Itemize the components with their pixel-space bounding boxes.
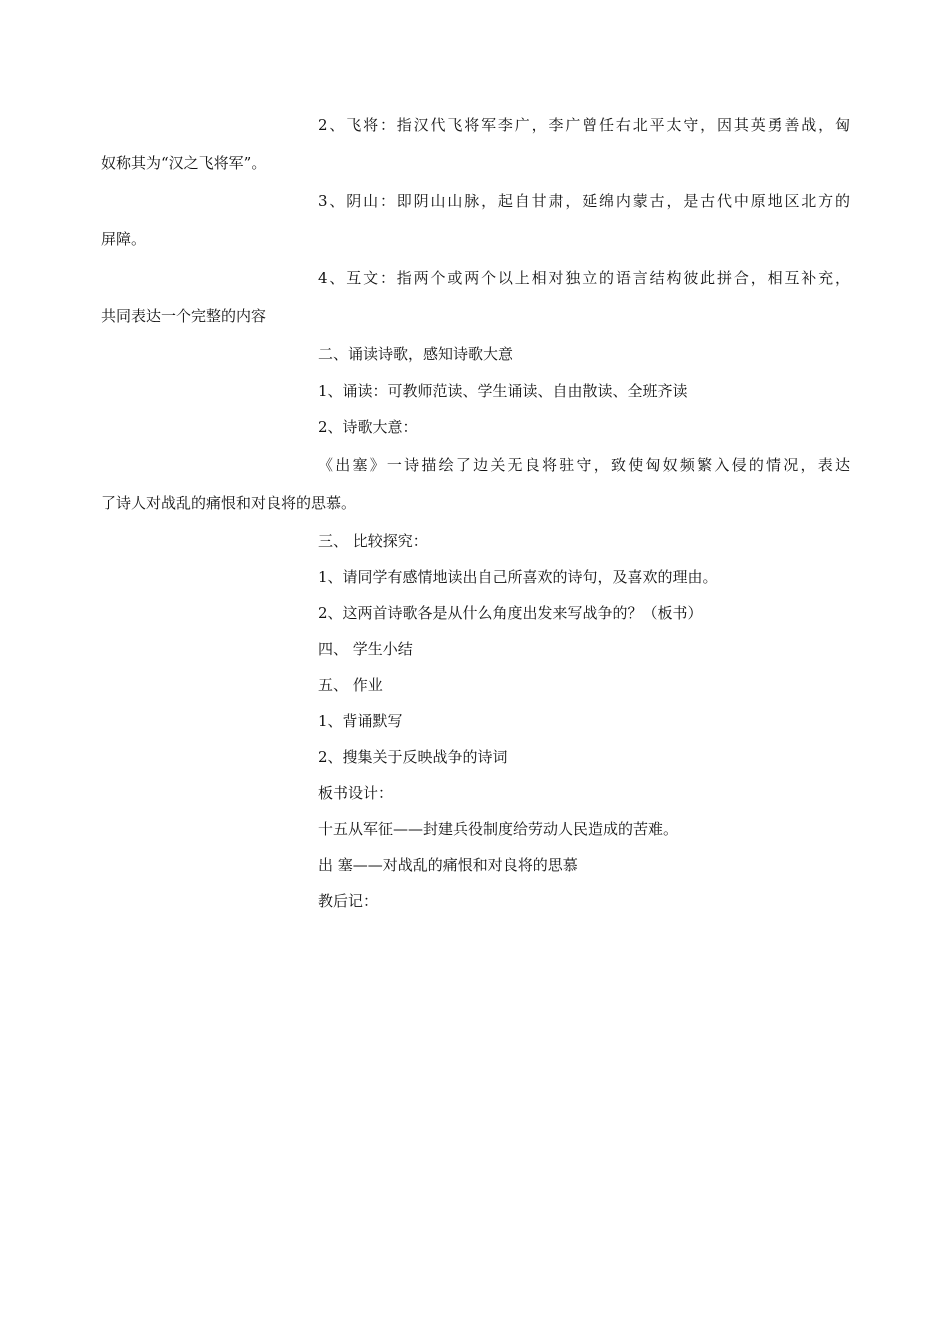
note-yin-shan-line1: 3、阴山：即阴山山脉，起自甘肃，延绵内蒙古，是古代中原地区北方的	[318, 192, 850, 210]
note-fei-jiang-line1: 2、飞将：指汉代飞将军李广，李广曾任右北平太守，因其英勇善战，匈	[318, 116, 850, 134]
section2-heading: 二、诵读诗歌，感知诗歌大意	[318, 345, 514, 363]
board-design-line2: 出 塞——对战乱的痛恨和对良将的思慕	[318, 856, 578, 874]
note-hu-wen-line1: 4、互文：指两个或两个以上相对独立的语言结构彼此拼合，相互补充，	[318, 269, 850, 287]
section5-item2: 2、搜集关于反映战争的诗词	[318, 748, 508, 766]
section5-item1: 1、背诵默写	[318, 712, 403, 730]
section4-heading: 四、 学生小结	[318, 640, 413, 658]
note-fei-jiang-line2: 奴称其为“汉之飞将军”。	[101, 154, 267, 172]
section3-heading: 三、 比较探究：	[318, 532, 428, 550]
section2-item1: 1、诵读：可教师范读、学生诵读、自由散读、全班齐读	[318, 382, 688, 400]
note-hu-wen-line2: 共同表达一个完整的内容	[101, 307, 267, 325]
board-design-line1: 十五从军征——封建兵役制度给劳动人民造成的苦难。	[318, 820, 679, 838]
section2-paragraph-line1: 《出塞》一诗描绘了边关无良将驻守，致使匈奴频繁入侵的情况，表达	[318, 456, 850, 474]
board-design-heading: 板书设计：	[318, 784, 394, 802]
section3-item1: 1、请同学有感情地读出自己所喜欢的诗句，及喜欢的理由。	[318, 568, 718, 586]
section5-heading: 五、 作业	[318, 676, 383, 694]
section2-paragraph-line2: 了诗人对战乱的痛恨和对良将的思慕。	[101, 494, 357, 512]
afterword-heading: 教后记：	[318, 892, 379, 910]
section2-item2: 2、诗歌大意：	[318, 418, 418, 436]
section3-item2: 2、这两首诗歌各是从什么角度出发来写战争的？（板书）	[318, 604, 703, 622]
note-yin-shan-line2: 屏障。	[101, 230, 147, 248]
